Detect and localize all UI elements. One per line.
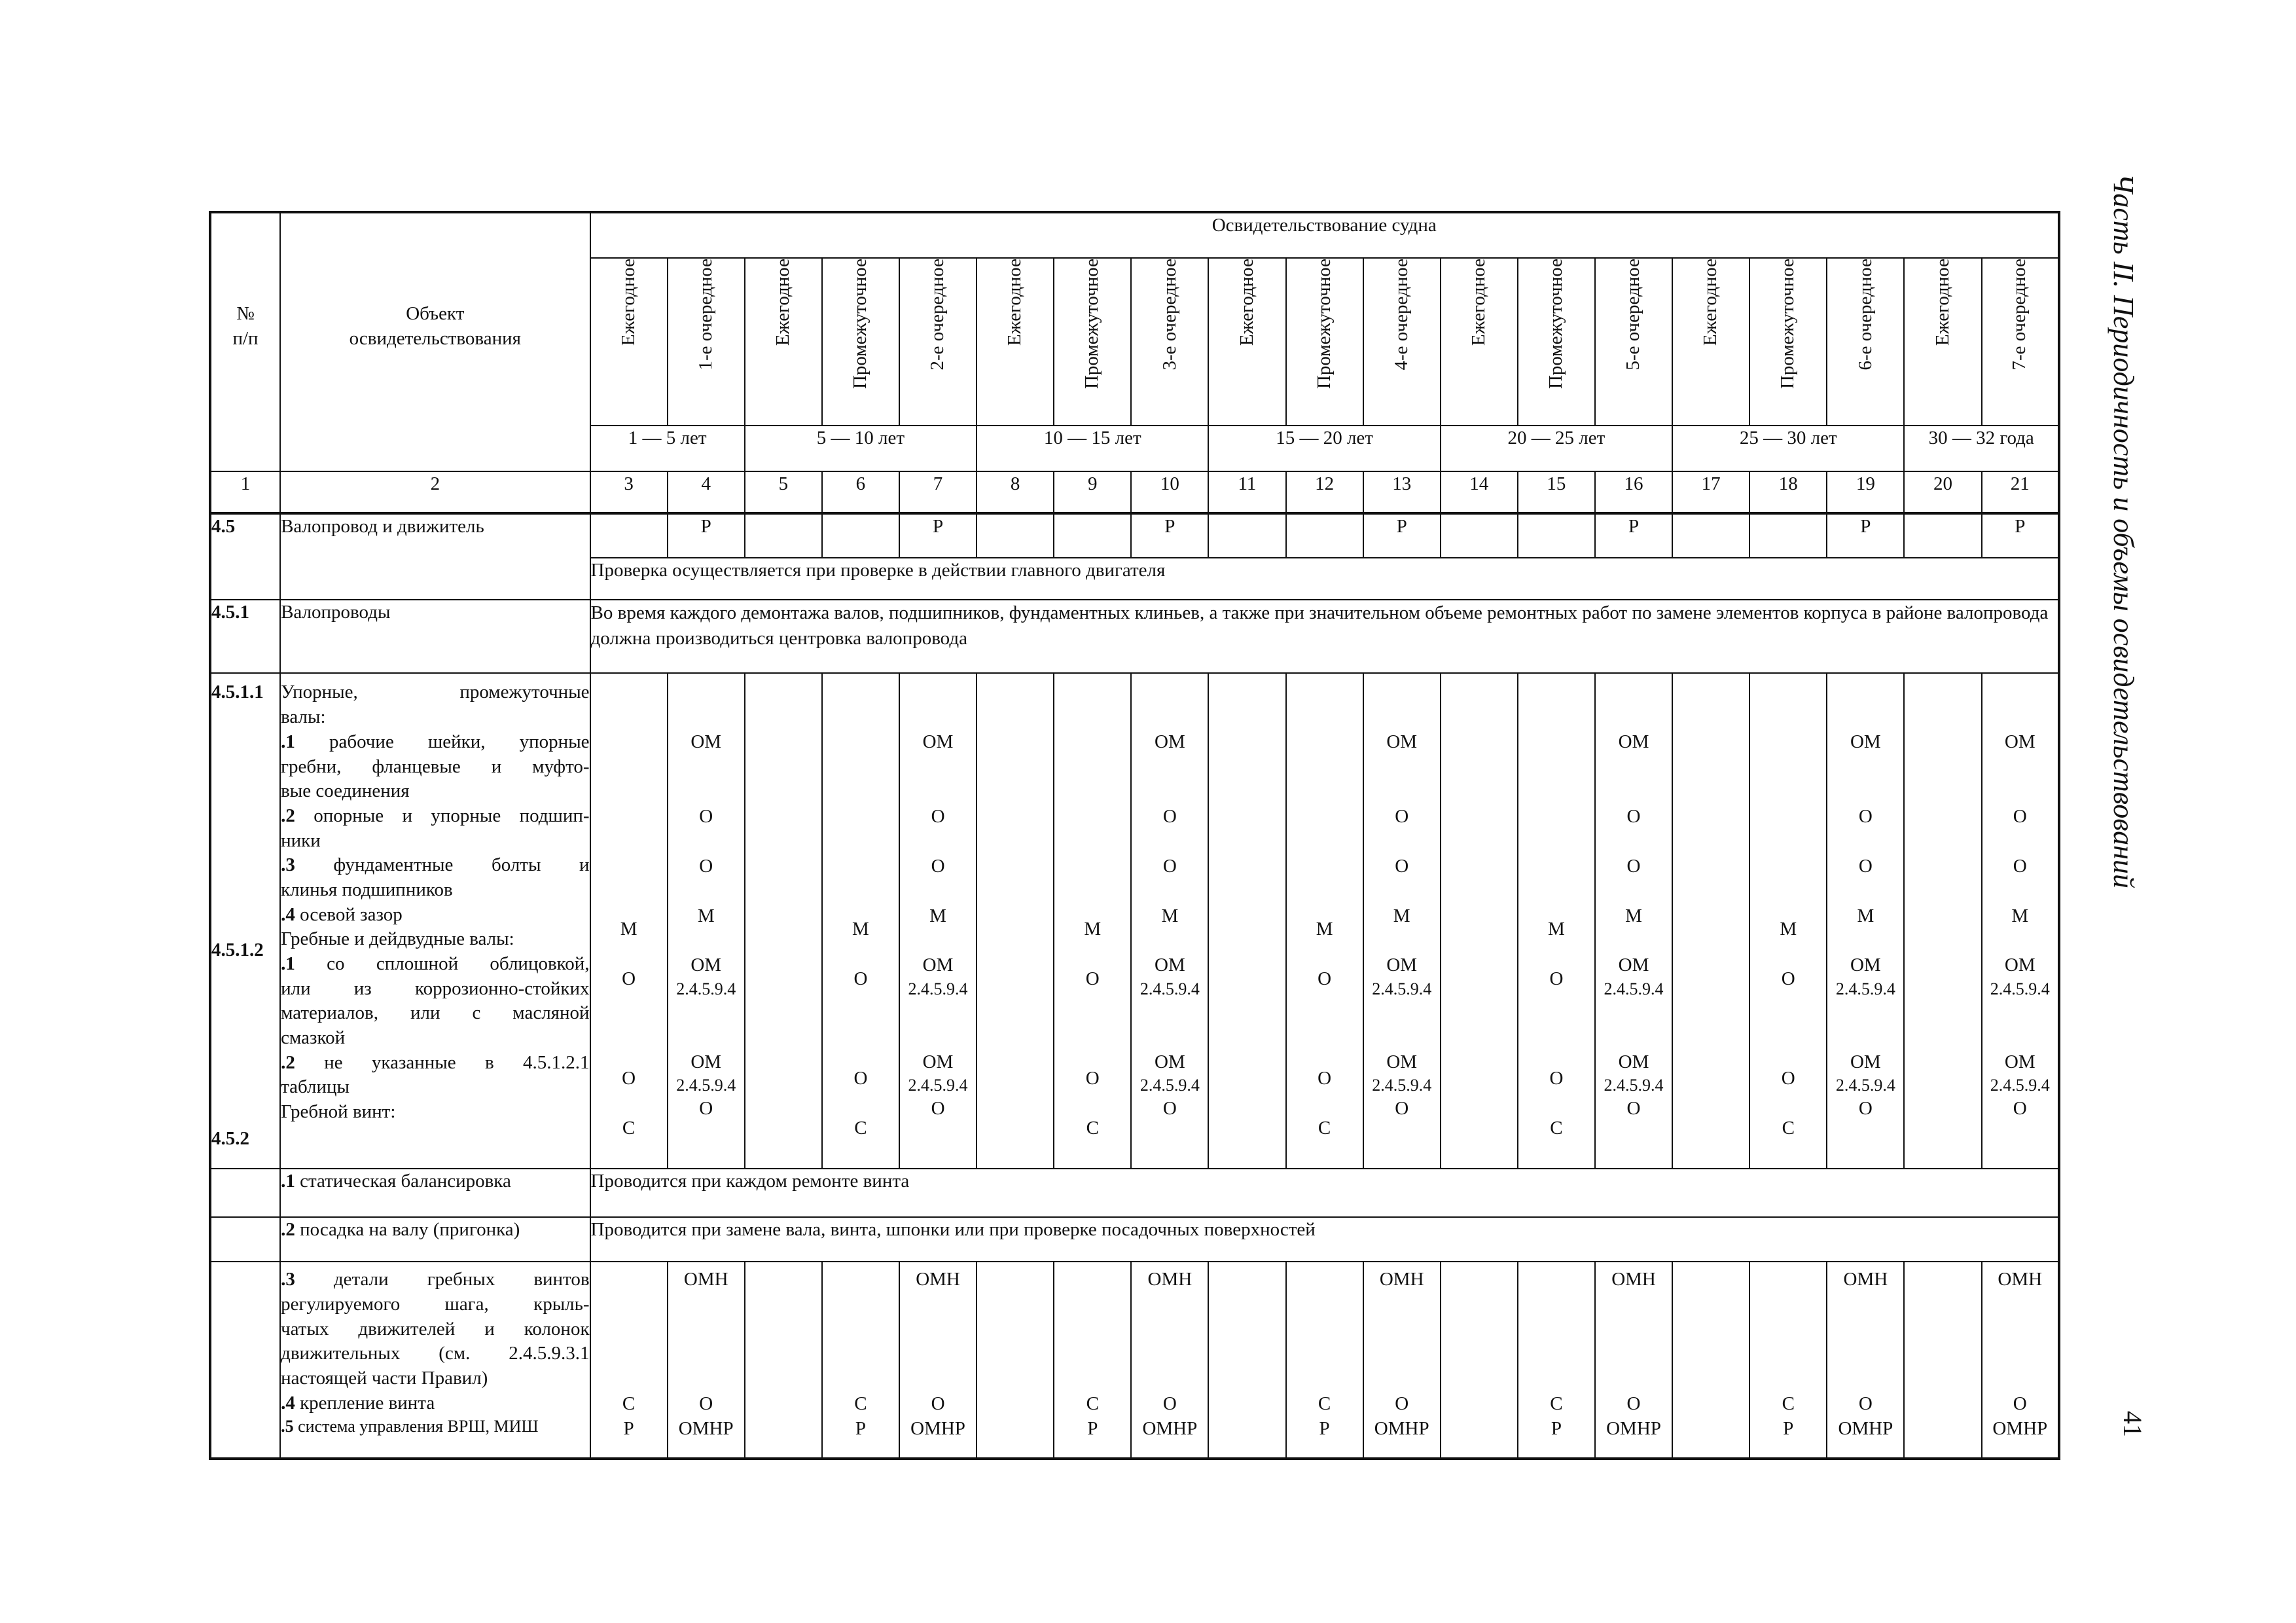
empty-index (210, 1169, 280, 1217)
survey-type-label: Промежуточное (850, 259, 871, 390)
object-line: Гребные и дейдвудные валы: (281, 928, 514, 950)
header-no-cell (210, 212, 280, 471)
survey-type-cell (590, 258, 668, 426)
row-object: .2 посадка на валу (пригонка) (280, 1217, 590, 1262)
value: ОМ (1155, 955, 1185, 976)
value: М (697, 905, 715, 926)
object-line: .1 рабочие шейки, упорные (281, 731, 590, 752)
running-title: Часть II. Периодичность и объемы освидетельствований (2108, 173, 2140, 888)
value: ОМН (1843, 1269, 1888, 1290)
value: М (1316, 919, 1333, 940)
value: О (931, 1393, 945, 1414)
value: ОМН (1379, 1269, 1424, 1290)
value: С (1782, 1117, 1795, 1139)
value: О (1162, 1098, 1177, 1120)
value-ref: 2.4.5.9.4 (1604, 979, 1664, 998)
value: ОМ (2004, 731, 2036, 753)
column-number: 5 (745, 471, 822, 513)
period-cell: 30 — 32 года (1904, 426, 2059, 471)
value-cell: Р (1982, 513, 2059, 558)
row-index: 4.5 (210, 513, 280, 600)
value: С (1550, 1117, 1563, 1139)
row-index: 4.5.2 (211, 1127, 249, 1149)
value-ref: 2.4.5.9.4 (1139, 979, 1200, 998)
value: ОМ (2004, 1051, 2036, 1072)
survey-type-label: Промежуточное (1313, 259, 1335, 390)
object-line: чатых движителей и колонок (281, 1318, 590, 1340)
value: М (852, 919, 869, 940)
header-no-line2: п/п (232, 327, 259, 349)
row-object: Валопровод и движитель (280, 513, 590, 600)
value: М (1161, 905, 1179, 926)
value: О (1858, 806, 1873, 828)
value: С (854, 1393, 867, 1415)
object-line: материалов, или с масляной (281, 1002, 590, 1024)
block1-col (1595, 673, 1672, 1169)
survey-type-cell (1749, 258, 1827, 426)
block2-col (1363, 1262, 1441, 1459)
object-line: таблицы (281, 1076, 350, 1098)
value-ref: 2.4.5.9.4 (1372, 1076, 1432, 1095)
block1-col (1982, 673, 2059, 1169)
value: О (1781, 968, 1795, 990)
value: С (1550, 1393, 1563, 1415)
object-line: .2 не указанные в 4.5.1.2.1 (281, 1051, 590, 1073)
column-number: 12 (1286, 471, 1363, 513)
survey-type-cell (1672, 258, 1749, 426)
value: М (1393, 905, 1410, 926)
block1-object-cell (280, 673, 590, 1169)
block2-col (1982, 1262, 2059, 1459)
object-line: .3 фундаментные болты и (281, 854, 590, 876)
value: ОМНР (1374, 1417, 1429, 1439)
survey-type-label: Промежуточное (1081, 259, 1103, 390)
block1-col (1441, 673, 1518, 1169)
block1-col (1131, 673, 1208, 1169)
value: ОМНР (678, 1417, 734, 1439)
value: М (1625, 905, 1642, 926)
value-cell (1518, 513, 1595, 558)
value: ОМ (922, 731, 954, 753)
value: О (1549, 968, 1564, 990)
note-balancing: Проводится при каждом ремонте винта (590, 1169, 2059, 1217)
value: М (1857, 905, 1874, 926)
object-line: .4 крепление винта (281, 1392, 435, 1413)
value: М (1780, 919, 1797, 940)
value: О (622, 1067, 636, 1089)
block2-col (1672, 1262, 1749, 1459)
block2-col (1054, 1262, 1131, 1459)
object-line: Гребной винт: (281, 1101, 396, 1123)
column-number: 3 (590, 471, 668, 513)
survey-type-label: 7-е очередное (2009, 259, 2030, 371)
value-cell (1749, 513, 1827, 558)
value: М (1548, 919, 1565, 940)
value: ОМ (1618, 955, 1649, 976)
survey-type-cell (1827, 258, 1904, 426)
column-number: 16 (1595, 471, 1672, 513)
value-cell (745, 513, 822, 558)
survey-type-cell (1518, 258, 1595, 426)
block2-col (899, 1262, 977, 1459)
value: О (931, 806, 945, 828)
value: О (1858, 1098, 1873, 1120)
block1-col (590, 673, 668, 1169)
value: О (1318, 1067, 1332, 1089)
value: О (1085, 1067, 1100, 1089)
block2-col (1518, 1262, 1595, 1459)
column-number: 2 (280, 471, 590, 513)
value: О (699, 855, 713, 877)
value-cell (977, 513, 1054, 558)
block2-col (822, 1262, 899, 1459)
block1-col (1827, 673, 1904, 1169)
note-fitting: Проводится при замене вала, винта, шпонки или при проверке посадочных поверхностей (590, 1217, 2059, 1262)
value: ОМНР (1992, 1417, 2048, 1439)
value-cell (590, 513, 668, 558)
block2-col (1208, 1262, 1285, 1459)
column-number: 10 (1131, 471, 1208, 513)
block1-col (1286, 673, 1363, 1169)
value-ref: 2.4.5.9.4 (1372, 979, 1432, 998)
block2-col (1131, 1262, 1208, 1459)
value: М (620, 919, 637, 940)
column-number: 13 (1363, 471, 1441, 513)
survey-type-label: 4-е очередное (1390, 259, 1412, 371)
survey-type-cell (1904, 258, 1981, 426)
value-ref: 2.4.5.9.4 (1990, 1076, 2050, 1095)
value: О (2013, 1098, 2027, 1120)
value: ОМ (922, 1051, 954, 1072)
value: О (699, 1393, 713, 1414)
value-ref: 2.4.5.9.4 (908, 979, 968, 998)
column-number: 8 (977, 471, 1054, 513)
value-cell: Р (668, 513, 745, 558)
value: О (2013, 806, 2027, 828)
column-number: 21 (1982, 471, 2059, 513)
value: О (1395, 855, 1409, 877)
value: ОМНР (1142, 1417, 1198, 1439)
value: ОМН (1611, 1269, 1656, 1290)
value: ОМ (1850, 731, 1881, 753)
value-cell (1054, 513, 1131, 558)
block1-col (1749, 673, 1827, 1169)
object-line: движительных (см. 2.4.5.9.3.1 (281, 1343, 590, 1364)
block2-col (590, 1262, 668, 1459)
survey-type-cell (977, 258, 1054, 426)
value-cell (1441, 513, 1518, 558)
value-ref: 2.4.5.9.4 (676, 1076, 736, 1095)
value: Р (1319, 1417, 1330, 1439)
block1-col (1672, 673, 1749, 1169)
value: М (1084, 919, 1102, 940)
value: О (2013, 1393, 2027, 1414)
value-ref: 2.4.5.9.4 (1990, 979, 2050, 998)
value: О (2013, 855, 2027, 877)
value-cell (1904, 513, 1981, 558)
header-object-line2: освидетельствования (349, 327, 521, 349)
value: ОМН (683, 1269, 728, 1290)
survey-type-cell (1054, 258, 1131, 426)
survey-type-label: Ежегодное (772, 259, 793, 346)
value: О (853, 1067, 868, 1089)
object-line: клинья подшипников (281, 879, 453, 900)
survey-type-cell (1208, 258, 1285, 426)
row-index: 4.5.1.2 (211, 939, 264, 961)
value: С (1782, 1393, 1795, 1415)
value: ОМ (691, 955, 722, 976)
object-line: .1 со сплошной облицовкой, (281, 953, 590, 974)
value: Р (1551, 1417, 1562, 1439)
survey-type-cell (822, 258, 899, 426)
value: Р (1783, 1417, 1794, 1439)
value-cell: Р (899, 513, 977, 558)
page-number: 41 (2118, 1411, 2147, 1437)
survey-type-label: 6-е очередное (1854, 259, 1876, 371)
value-ref: 2.4.5.9.4 (1835, 1076, 1895, 1095)
object-line: валы: (281, 706, 326, 728)
value-ref: 2.4.5.9.4 (1835, 979, 1895, 998)
value-cell (1208, 513, 1285, 558)
value: Р (1087, 1417, 1098, 1439)
value: С (1086, 1117, 1099, 1139)
value: ОМ (1618, 731, 1649, 753)
block1-col (1363, 673, 1441, 1169)
value: С (854, 1117, 867, 1139)
column-number: 19 (1827, 471, 1904, 513)
value-cell: Р (1363, 513, 1441, 558)
survey-type-label: Ежегодное (1236, 259, 1257, 346)
value: О (1395, 1098, 1409, 1120)
block2-col (1827, 1262, 1904, 1459)
value: О (1549, 1067, 1564, 1089)
value: О (699, 806, 713, 828)
survey-type-cell (1982, 258, 2059, 426)
value: ОМ (1155, 1051, 1185, 1072)
value: ОМ (1850, 1051, 1881, 1072)
block1-col (899, 673, 977, 1169)
value: С (1086, 1393, 1099, 1415)
column-number: 6 (822, 471, 899, 513)
value: ОМН (1147, 1269, 1193, 1290)
value: С (622, 1117, 636, 1139)
value: О (1626, 806, 1641, 828)
header-no-line1: № (236, 303, 255, 324)
block2-col (1595, 1262, 1672, 1459)
value: ОМ (1386, 1051, 1418, 1072)
survey-type-cell (668, 258, 745, 426)
object-line: настоящей части Правил) (281, 1368, 488, 1389)
value: О (1318, 968, 1332, 990)
survey-type-cell (1595, 258, 1672, 426)
block2-col (1441, 1262, 1518, 1459)
survey-type-cell (1131, 258, 1208, 426)
value: ОМ (1155, 731, 1185, 753)
value: ОМ (1386, 731, 1418, 753)
value: Р (855, 1417, 866, 1439)
value-cell: Р (1131, 513, 1208, 558)
value: ОМ (1850, 955, 1881, 976)
value-cell (1672, 513, 1749, 558)
value: О (1162, 1393, 1177, 1414)
survey-type-cell (1286, 258, 1363, 426)
block2-col (1286, 1262, 1363, 1459)
block2-col (745, 1262, 822, 1459)
value: О (622, 968, 636, 990)
object-line: .4 осевой зазор (281, 903, 403, 925)
block1-col (1518, 673, 1595, 1169)
survey-type-label: 5-е очередное (1623, 259, 1644, 371)
row-index: 4.5.1 (210, 600, 280, 673)
column-number: 17 (1672, 471, 1749, 513)
value: ОМ (691, 731, 722, 753)
block1-col (1054, 673, 1131, 1169)
object-line: гребни, фланцевые и муфто- (281, 756, 590, 777)
value: ОМ (922, 955, 954, 976)
value: О (1781, 1067, 1795, 1089)
value: Р (623, 1417, 634, 1439)
value: О (1858, 855, 1873, 877)
empty-index (210, 1262, 280, 1459)
period-cell: 25 — 30 лет (1672, 426, 1904, 471)
value: О (1626, 855, 1641, 877)
column-number: 15 (1518, 471, 1595, 513)
column-number: 18 (1749, 471, 1827, 513)
note-engine: Проверка осуществляется при проверке в действии главного двигателя (590, 558, 2059, 600)
value: М (2011, 905, 2029, 926)
value: ОМН (916, 1269, 960, 1290)
column-number: 4 (668, 471, 745, 513)
object-line: регулируемого шага, крыль- (281, 1293, 590, 1315)
survey-type-label: 1-е очередное (694, 259, 716, 371)
object-line: или из коррозионно-стойких (281, 977, 590, 999)
survey-type-label: Ежегодное (1467, 259, 1489, 346)
survey-type-cell (899, 258, 977, 426)
object-line: смазкой (281, 1027, 346, 1049)
column-number: 20 (1904, 471, 1981, 513)
header-object-line1: Объект (406, 303, 465, 324)
value: ОМ (691, 1051, 722, 1072)
column-number: 9 (1054, 471, 1131, 513)
survey-type-cell (1363, 258, 1441, 426)
value: С (1318, 1393, 1331, 1415)
column-number: 14 (1441, 471, 1518, 513)
value: О (1085, 968, 1100, 990)
block1-col (977, 673, 1054, 1169)
value: С (622, 1393, 636, 1415)
block1-col (822, 673, 899, 1169)
value: ОМНР (1606, 1417, 1661, 1439)
survey-type-label: Ежегодное (1004, 259, 1026, 346)
value: ОМНР (1838, 1417, 1893, 1439)
value: О (1162, 806, 1177, 828)
period-cell: 15 — 20 лет (1208, 426, 1440, 471)
row-object: Валопроводы (280, 600, 590, 673)
block2-object-cell (280, 1262, 590, 1459)
survey-type-label: Ежегодное (1700, 259, 1721, 346)
survey-type-label: Ежегодное (617, 259, 639, 346)
value-cell: Р (1827, 513, 1904, 558)
survey-type-label: Промежуточное (1545, 259, 1567, 390)
survey-type-cell (745, 258, 822, 426)
block2-col (1749, 1262, 1827, 1459)
object-line: .5 система управления ВРШ, МИШ (281, 1417, 539, 1436)
survey-type-label: Ежегодное (1931, 259, 1953, 346)
row-object: .1 статическая балансировка (280, 1169, 590, 1217)
value: ОМ (1386, 955, 1418, 976)
value-ref: 2.4.5.9.4 (1139, 1076, 1200, 1095)
block2-col (668, 1262, 745, 1459)
value-ref: 2.4.5.9.4 (1604, 1076, 1664, 1095)
object-line: вые соединения (281, 780, 410, 802)
period-cell: 5 — 10 лет (745, 426, 977, 471)
block1-col (1208, 673, 1285, 1169)
value: О (931, 1098, 945, 1120)
value: ОМ (1618, 1051, 1649, 1072)
value: О (1395, 806, 1409, 828)
object-line: Упорные, промежуточные (281, 682, 590, 703)
block1-index-cell (210, 673, 280, 1169)
value: О (1395, 1393, 1409, 1414)
period-cell: 20 — 25 лет (1441, 426, 1672, 471)
column-number: 11 (1208, 471, 1285, 513)
value-cell (1286, 513, 1363, 558)
survey-type-cell (1441, 258, 1518, 426)
value-cell (822, 513, 899, 558)
header-object-cell (280, 212, 590, 471)
survey-type-label: 2-е очередное (927, 259, 948, 371)
block2-col (977, 1262, 1054, 1459)
note-alignment: Во время каждого демонтажа валов, подшипников, фундаментных клиньев, а также при значительном объеме ремонтных работ по замене элементов корпуса в районе валопровода должна производиться центровка валопровода (590, 600, 2059, 673)
value: О (931, 855, 945, 877)
value: О (1626, 1098, 1641, 1120)
column-number: 7 (899, 471, 977, 513)
survey-type-label: 3-е очередное (1158, 259, 1180, 371)
survey-title: Освидетельствование судна (590, 212, 2059, 258)
value: ОМН (1998, 1269, 2043, 1290)
block1-col (1904, 673, 1981, 1169)
value: О (1162, 855, 1177, 877)
object-line: .2 опорные и упорные подшип- (281, 805, 590, 826)
value: О (853, 968, 868, 990)
block1-col (745, 673, 822, 1169)
block1-col (668, 673, 745, 1169)
value: М (929, 905, 946, 926)
period-cell: 1 — 5 лет (590, 426, 745, 471)
value-ref: 2.4.5.9.4 (676, 979, 736, 998)
period-cell: 10 — 15 лет (977, 426, 1208, 471)
column-number: 1 (210, 471, 280, 513)
survey-type-label: Промежуточное (1777, 259, 1799, 390)
value: О (1626, 1393, 1641, 1414)
survey-table (209, 211, 2060, 1460)
block2-col (1904, 1262, 1981, 1459)
value-cell: Р (1595, 513, 1672, 558)
object-line: ники (281, 830, 321, 851)
value: О (1858, 1393, 1873, 1414)
value: С (1318, 1117, 1331, 1139)
object-line: .3 детали гребных винтов (281, 1269, 590, 1290)
value-ref: 2.4.5.9.4 (908, 1076, 968, 1095)
value: О (699, 1098, 713, 1120)
value: ОМ (2004, 955, 2036, 976)
row-index: 4.5.1.1 (211, 682, 264, 703)
value: ОМНР (910, 1417, 965, 1439)
survey-table-container (209, 211, 2060, 1460)
empty-index (210, 1217, 280, 1262)
